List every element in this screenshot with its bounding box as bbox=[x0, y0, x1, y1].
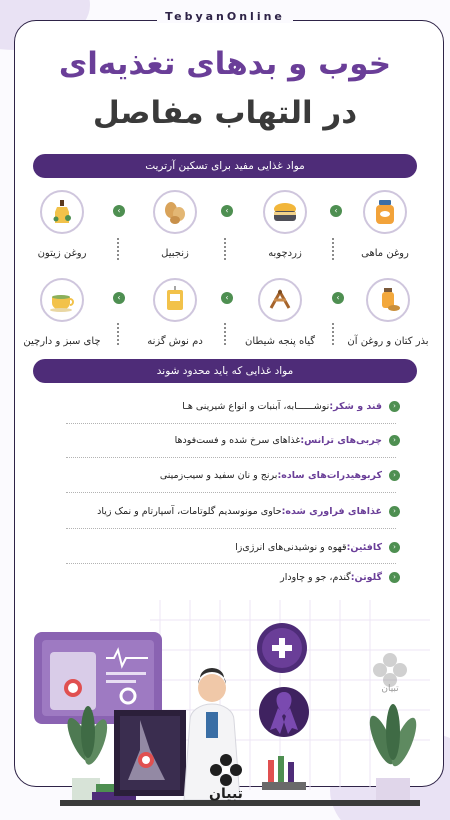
food-label: گیاه پنجه شیطان bbox=[244, 336, 316, 347]
item-text: حاوی مونوسدیم گلوتامات، آسپارتام و نمک زیاد bbox=[97, 505, 282, 517]
limit-list bbox=[50, 395, 400, 417]
food-label: چای سبز و دارچین bbox=[23, 336, 101, 347]
devils-claw-icon bbox=[258, 278, 302, 322]
limit-list bbox=[50, 536, 400, 558]
arrow-left-icon: ‹ bbox=[113, 292, 125, 304]
section2-heading: مواد غذایی که باید محدود شوند bbox=[33, 359, 417, 383]
tebyan-logo-icon bbox=[208, 752, 244, 788]
brand-text: TebyanOnline bbox=[157, 10, 293, 23]
arrow-left-icon: ‹ bbox=[389, 572, 400, 583]
dotted-divider bbox=[224, 238, 228, 260]
ginger-icon bbox=[153, 190, 197, 234]
item-text: گندم، جو و چاودار bbox=[280, 571, 351, 583]
item-key: کافئین: bbox=[346, 541, 382, 553]
list-item bbox=[50, 566, 400, 588]
item-key: غذاهای فراوری شده: bbox=[281, 505, 382, 517]
nettle-tea-icon bbox=[153, 278, 197, 322]
item-text: برنج و نان سفید و سیب‌زمینی bbox=[159, 469, 278, 481]
item-text: قهوه و نوشیدنی‌های انرژی‌زا bbox=[235, 541, 347, 553]
olive-oil-icon bbox=[40, 190, 84, 234]
list-item bbox=[50, 536, 400, 558]
limit-list bbox=[50, 500, 400, 522]
list-item bbox=[50, 500, 400, 522]
fish-oil-icon bbox=[363, 190, 407, 234]
food-label: زنجبیل bbox=[161, 248, 189, 259]
item-key: کربوهیدرات‌های ساده: bbox=[277, 469, 382, 481]
green-tea-icon bbox=[40, 278, 84, 322]
dotted-divider bbox=[332, 238, 336, 260]
arrow-left-icon: ‹ bbox=[330, 205, 342, 217]
title-line-2: در التهاب مفاصل bbox=[92, 95, 358, 131]
brand-header bbox=[0, 10, 450, 23]
food-item bbox=[125, 190, 225, 259]
item-key: گلوتن: bbox=[350, 571, 382, 583]
item-key: قند و شکر: bbox=[329, 400, 382, 412]
item-text: نوشــــــابه، آبنبات و انواع شیرینی هـا bbox=[182, 400, 330, 412]
dotted-divider bbox=[66, 423, 396, 424]
list-item bbox=[50, 429, 400, 451]
flaxseed-icon bbox=[366, 278, 410, 322]
food-label: زردچوبه bbox=[268, 248, 302, 259]
faded-logo-text: تبیان bbox=[381, 684, 399, 694]
dotted-divider bbox=[224, 323, 228, 345]
food-item bbox=[338, 278, 438, 347]
limit-list bbox=[50, 566, 400, 588]
limit-list bbox=[50, 464, 400, 486]
arrow-left-icon: ‹ bbox=[332, 292, 344, 304]
arrow-left-icon: ‹ bbox=[113, 205, 125, 217]
food-item bbox=[230, 278, 330, 347]
food-item bbox=[12, 190, 112, 259]
list-item bbox=[50, 464, 400, 486]
food-label: بذر کتان و روغن آن bbox=[347, 336, 429, 347]
food-item bbox=[335, 190, 435, 259]
food-label: روغن ماهی bbox=[361, 248, 409, 259]
section1-heading: مواد غذایی مفید برای تسکین آرتریت bbox=[33, 154, 417, 178]
arrow-left-icon: ‹ bbox=[389, 435, 400, 446]
food-item bbox=[12, 278, 112, 347]
turmeric-icon bbox=[263, 190, 307, 234]
item-key: چربی‌های ترانس: bbox=[300, 434, 382, 446]
arrow-left-icon: ‹ bbox=[389, 542, 400, 553]
food-item bbox=[125, 278, 225, 347]
arrow-left-icon: ‹ bbox=[221, 205, 233, 217]
food-label: روغن زیتون bbox=[37, 248, 87, 259]
arrow-left-icon: ‹ bbox=[221, 292, 233, 304]
dotted-divider bbox=[66, 528, 396, 529]
food-item bbox=[235, 190, 335, 259]
list-item bbox=[50, 395, 400, 417]
dotted-divider bbox=[332, 323, 336, 345]
limit-list bbox=[50, 429, 400, 451]
arrow-left-icon: ‹ bbox=[389, 470, 400, 481]
dotted-divider bbox=[66, 492, 396, 493]
food-label: دم نوش گزنه bbox=[147, 336, 203, 347]
dotted-divider bbox=[66, 457, 396, 458]
title-line-1: خوب و بدهای تغذیه‌ای bbox=[58, 46, 392, 82]
dotted-divider bbox=[66, 563, 396, 564]
dotted-divider bbox=[117, 323, 121, 345]
item-text: غذاهای سرخ شده و فست‌فودها bbox=[174, 434, 301, 446]
arrow-left-icon: ‹ bbox=[389, 401, 400, 412]
logo-text: تبیان bbox=[209, 786, 243, 802]
dotted-divider bbox=[117, 238, 121, 260]
arrow-left-icon: ‹ bbox=[389, 506, 400, 517]
